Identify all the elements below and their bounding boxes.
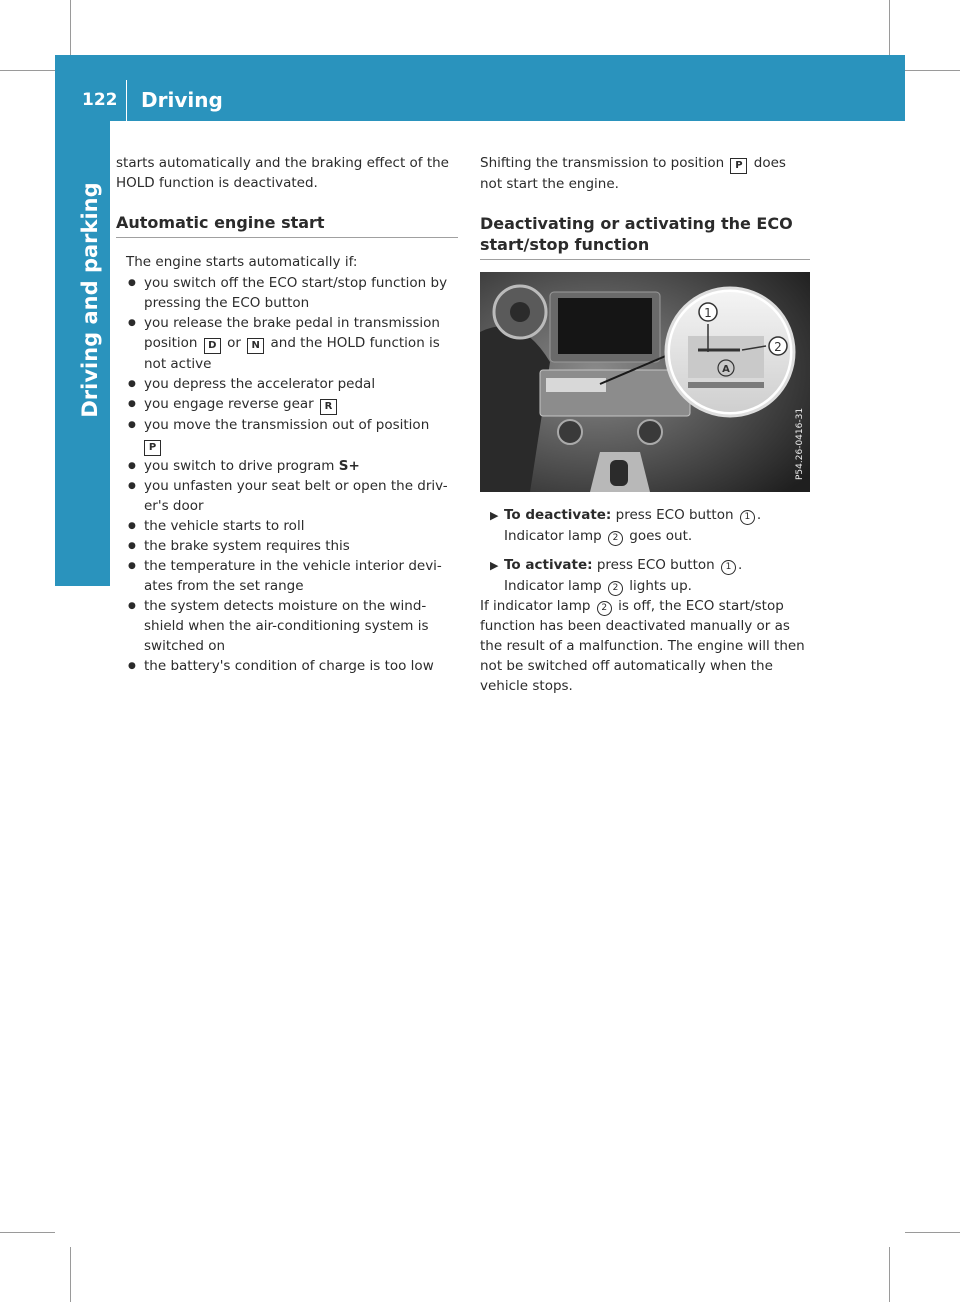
button-row <box>546 378 606 392</box>
lead-text: The engine starts automatically if: <box>126 254 358 270</box>
eco-button-photo <box>480 272 810 492</box>
right-intro: Shifting the transmission to position P does not start the engine. <box>480 155 786 192</box>
list-item: ● the brake system requires this <box>126 536 458 556</box>
callout-1-label: 1 <box>704 306 712 320</box>
callout-number: 2 <box>608 531 623 546</box>
step-deactivate: ▶ To deactivate: press ECO button 1 . <box>480 505 810 526</box>
list-item: ● the battery's condition of charge is too low <box>126 656 458 676</box>
list-item: ● you move the transmission out of position P <box>126 415 458 456</box>
header-divider <box>126 80 127 121</box>
climate-dial-left <box>558 420 582 444</box>
callout-2-label: 2 <box>774 340 782 354</box>
crop-mark <box>889 0 890 55</box>
climate-dial-right <box>638 420 662 444</box>
gear-d-symbol: D <box>204 338 221 354</box>
callout-number: 1 <box>721 560 736 575</box>
list-item: ● the system detects moisture on the wind- shield when the air-conditioning system is switched on <box>126 596 458 656</box>
side-tab-label: Driving and parking <box>78 182 102 418</box>
gear-r-symbol: R <box>320 399 337 415</box>
list-item: ● you release the brake pedal in transmission position D or N and the HOLD function is not active <box>126 313 458 374</box>
gear-selector <box>610 460 628 486</box>
step-deactivate-result: Indicator lamp 2 goes out. <box>504 528 693 544</box>
crop-mark <box>905 1232 960 1233</box>
callout-number: 1 <box>740 510 755 525</box>
gear-n-symbol: N <box>247 338 264 354</box>
button-base <box>688 382 764 388</box>
list-item: ● you engage reverse gear R <box>126 394 458 415</box>
list-item: ● you depress the accelerator pedal <box>126 374 458 394</box>
callout-number: 2 <box>597 601 612 616</box>
crop-mark <box>889 1247 890 1302</box>
section-heading-automatic-start: Automatic engine start <box>116 212 458 238</box>
step-activate-result: Indicator lamp 2 lights up. <box>504 578 692 594</box>
image-code: P54.26-0416-31 <box>795 407 805 480</box>
crop-mark <box>70 1247 71 1302</box>
eco-note: If indicator lamp 2 is off, the ECO start/stop function has been deactivated manually or as the result of a malfunction. The engine will then not be switched off automatically when the vehicle stops. <box>480 598 805 694</box>
page-title: Driving <box>141 88 223 112</box>
list-item: ● you switch off the ECO start/stop function by pressing the ECO button <box>126 273 458 313</box>
eco-symbol-letter: A <box>722 364 730 375</box>
condition-list <box>116 273 458 676</box>
callout-number: 2 <box>608 581 623 596</box>
crop-mark <box>0 70 55 71</box>
list-item: ● the temperature in the vehicle interior devi- ates from the set range <box>126 556 458 596</box>
page-number: 122 <box>82 90 118 110</box>
list-item: ● the vehicle starts to roll <box>126 516 458 536</box>
step-arrow-icon: ▶ <box>490 559 499 572</box>
left-intro: starts automatically and the braking effect of the HOLD function is deactivated. <box>116 155 449 191</box>
step-activate: ▶ To activate: press ECO button 1 . <box>480 555 810 576</box>
air-vent-center <box>510 302 530 322</box>
crop-mark <box>0 1232 55 1233</box>
left-column <box>116 153 458 676</box>
right-column <box>480 153 810 696</box>
crop-mark <box>70 0 71 55</box>
crop-mark <box>905 70 960 71</box>
gear-p-symbol: P <box>144 440 161 456</box>
step-arrow-icon: ▶ <box>490 509 499 522</box>
display-screen <box>558 298 652 354</box>
list-item: ● you switch to drive program S+ <box>126 456 458 476</box>
section-heading-eco: Deactivating or activating the ECO start/stop function <box>480 213 810 260</box>
list-item: ● you unfasten your seat belt or open the driv- er's door <box>126 476 458 516</box>
gear-p-symbol: P <box>730 158 747 174</box>
